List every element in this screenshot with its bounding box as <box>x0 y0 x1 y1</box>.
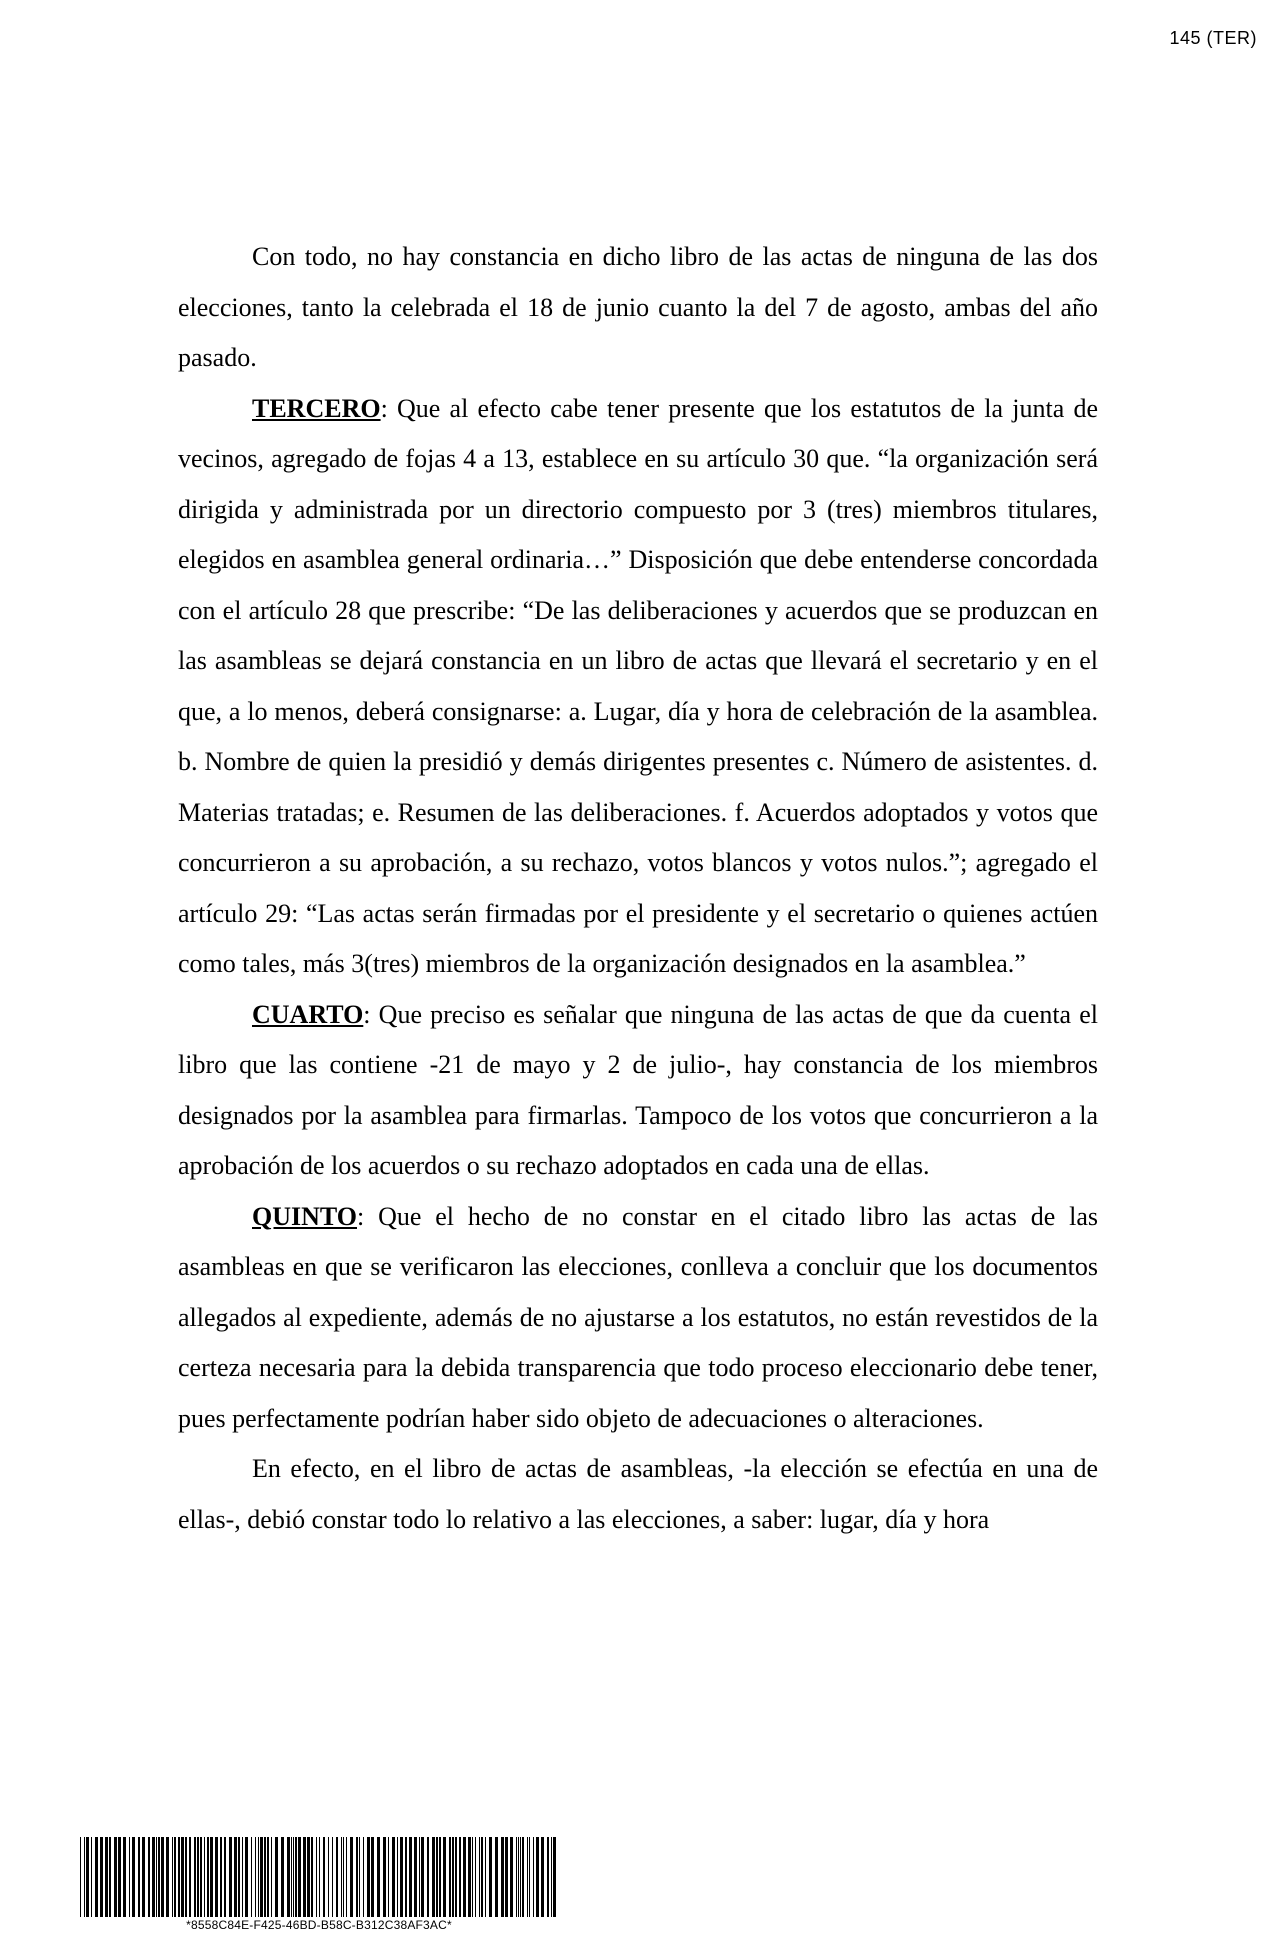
barcode-bar <box>414 1837 417 1917</box>
barcode-bar <box>323 1837 325 1917</box>
barcode-bar <box>377 1837 380 1917</box>
barcode-bar <box>172 1837 173 1917</box>
barcode-bar <box>129 1837 130 1917</box>
barcode-bar <box>132 1837 135 1917</box>
barcode-bar <box>341 1837 342 1917</box>
barcode-bar <box>303 1837 306 1917</box>
barcode-bar <box>224 1837 226 1917</box>
barcode-image <box>80 1837 558 1917</box>
barcode-bar <box>267 1837 269 1917</box>
barcode-bar <box>200 1837 202 1917</box>
barcode-bar <box>388 1837 389 1917</box>
barcode-bar <box>350 1837 353 1917</box>
barcode-bar <box>481 1837 483 1917</box>
barcode-bar <box>287 1837 290 1917</box>
barcode-bar <box>547 1837 549 1917</box>
barcode-bar <box>275 1837 278 1917</box>
barcode-bar <box>307 1837 310 1917</box>
barcode-bar <box>166 1837 169 1917</box>
barcode-bar <box>156 1837 157 1917</box>
barcode-bar <box>516 1837 517 1917</box>
paragraph-cuarto <box>178 990 1098 1192</box>
barcode-bar <box>260 1837 263 1917</box>
barcode-bar <box>86 1837 89 1917</box>
barcode-bar <box>489 1837 492 1917</box>
section-heading-quinto: QUINTO <box>252 1201 357 1231</box>
barcode-bar <box>148 1837 150 1917</box>
barcode-bar <box>152 1837 155 1917</box>
barcode-bar <box>220 1837 222 1917</box>
paragraph-text: Que el hecho de no constar en el citado libro las actas de las asambleas en que se verificaron las elecciones, conlleva a concluir que los documentos allegados al expediente, además de no ajustarse a los estatutos, no están revestidos de la certeza necesaria para la debida transparencia que todo proceso eleccionario debe tener, pues perfectamente podrían haber sido objeto de adecuaciones o alteraciones. <box>178 1201 1098 1433</box>
barcode-bar <box>421 1837 424 1917</box>
barcode-bar <box>207 1837 209 1917</box>
barcode-bar <box>80 1837 81 1917</box>
barcode-bar <box>536 1837 539 1917</box>
barcode-bar <box>84 1837 85 1917</box>
barcode-bar <box>109 1837 111 1917</box>
barcode-bar <box>356 1837 358 1917</box>
barcode-bar <box>419 1837 420 1917</box>
barcode-bar <box>551 1837 552 1917</box>
barcode-bar <box>449 1837 451 1917</box>
barcode-bar <box>343 1837 344 1917</box>
barcode-bar <box>264 1837 266 1917</box>
barcode-bar <box>142 1837 145 1917</box>
barcode-bar <box>452 1837 454 1917</box>
barcode-bar <box>409 1837 412 1917</box>
heading-separator: : <box>363 999 371 1029</box>
barcode-bar <box>242 1837 243 1917</box>
barcode-bar <box>427 1837 429 1917</box>
barcode-bar <box>251 1837 252 1917</box>
barcode-bar <box>529 1837 530 1917</box>
barcode-bar <box>138 1837 140 1917</box>
barcode-bar <box>245 1837 248 1917</box>
barcode-bar <box>397 1837 398 1917</box>
barcode-bar <box>553 1837 556 1917</box>
barcode-bar <box>363 1837 364 1917</box>
barcode-bar <box>518 1837 519 1917</box>
barcode-bar <box>520 1837 521 1917</box>
barcode-bar <box>194 1837 196 1917</box>
paragraph-en-efecto <box>178 1444 1098 1545</box>
barcode-bar <box>472 1837 473 1917</box>
barcode-bar <box>400 1837 403 1917</box>
paragraph-text: Que al efecto cabe tener presente que los estatutos de la junta de vecinos, agregado de fojas 4 a 13, establece en su artículo 30 que. “la organización será dirigida y administrada por un directorio compuesto por 3 (tres) miembros titulares, elegidos en asamblea general ordinaria…” Disposición que debe entenderse concordada con el artículo 28 que prescribe: “De las deliberaciones y acuerdos que se produzcan en las asambleas se dejará constancia en un libro de actas que llevará el secretario y en el que, a lo menos, deberá consignarse: a. Lugar, día y hora de celebración de la asamblea. b. Nombre de quien la presidió y demás dirigentes presentes c. Número de asistentes. d. Materias tratadas; e. Resumen de las deliberaciones. f. Acuerdos adoptados y votos que concurrieron a su aprobación, a su rechazo, votos blancos y votos nulos.”; agregado el artículo 29: “Las actas serán firmadas por el presidente y el secretario o quienes actúen como tales, más 3(tres) miembros de la organización designados en la asamblea.” <box>178 393 1098 978</box>
barcode-bar <box>495 1837 498 1917</box>
barcode-bar <box>181 1837 184 1917</box>
barcode-bar <box>527 1837 528 1917</box>
barcode-bar <box>505 1837 508 1917</box>
barcode-block <box>80 1837 558 1932</box>
barcode-bar <box>118 1837 121 1917</box>
barcode-bar <box>291 1837 292 1917</box>
barcode-bar <box>255 1837 256 1917</box>
barcode-bar <box>405 1837 407 1917</box>
barcode-bar <box>432 1837 435 1917</box>
barcode-bar <box>123 1837 126 1917</box>
barcode-bar <box>359 1837 360 1917</box>
document-body <box>178 232 1098 1545</box>
paragraph-intro <box>178 232 1098 384</box>
section-heading-tercero: TERCERO <box>252 393 381 423</box>
barcode-bar <box>328 1837 329 1917</box>
barcode-bar <box>281 1837 284 1917</box>
barcode-bar <box>479 1837 480 1917</box>
barcode-bar <box>100 1837 103 1917</box>
barcode-bar <box>161 1837 164 1917</box>
barcode-bar <box>455 1837 457 1917</box>
barcode-bar <box>468 1837 471 1917</box>
barcode-bar <box>332 1837 333 1917</box>
barcode-bar <box>215 1837 218 1917</box>
barcode-bar <box>204 1837 205 1917</box>
paragraph-text: En efecto, en el libro de actas de asambleas, -la elección se efectúa en una de ellas-, debió constar todo lo relativo a las elecciones, a saber: lugar, día y hora <box>178 1454 1098 1534</box>
barcode-bar <box>485 1837 486 1917</box>
barcode-bar <box>522 1837 524 1917</box>
barcode-bar <box>197 1837 199 1917</box>
barcode-bar <box>392 1837 395 1917</box>
barcode-bar <box>311 1837 313 1917</box>
barcode-bar <box>463 1837 466 1917</box>
heading-separator: : <box>380 393 388 423</box>
barcode-bar <box>371 1837 374 1917</box>
barcode-bar <box>367 1837 370 1917</box>
barcode-bar <box>383 1837 386 1917</box>
barcode-bar <box>316 1837 317 1917</box>
barcode-bar <box>436 1837 438 1917</box>
barcode-bar <box>229 1837 232 1917</box>
paragraph-quinto <box>178 1192 1098 1445</box>
barcode-bar <box>459 1837 461 1917</box>
section-heading-cuarto: CUARTO <box>252 999 364 1029</box>
barcode-bar <box>185 1837 187 1917</box>
barcode-bar <box>258 1837 259 1917</box>
barcode-bar <box>91 1837 92 1917</box>
barcode-bar <box>475 1837 476 1917</box>
barcode-bar <box>293 1837 294 1917</box>
barcode-bar <box>298 1837 301 1917</box>
paragraph-text: Con todo, no hay constancia en dicho libro de las actas de ninguna de las dos elecciones, tanto la celebrada el 18 de junio cuanto la del 7 de agosto, ambas del año pasado. <box>178 242 1098 372</box>
barcode-bar <box>443 1837 446 1917</box>
barcode-bar <box>189 1837 191 1917</box>
barcode-bar <box>319 1837 320 1917</box>
barcode-bar <box>234 1837 237 1917</box>
barcode-bar <box>238 1837 240 1917</box>
barcode-bar <box>346 1837 347 1917</box>
barcode-bar <box>105 1837 108 1917</box>
barcode-bar <box>114 1837 117 1917</box>
barcode-bar <box>533 1837 534 1917</box>
barcode-bar <box>295 1837 297 1917</box>
barcode-bar <box>178 1837 180 1917</box>
barcode-bar <box>174 1837 176 1917</box>
paragraph-tercero <box>178 384 1098 990</box>
barcode-bar <box>541 1837 544 1917</box>
barcode-bar <box>439 1837 441 1917</box>
paragraph-text: Que preciso es señalar que ninguna de las actas de que da cuenta el libro que las contiene -21 de mayo y 2 de julio-, hay constancia de los miembros designados por la asamblea para firmarlas. Tampoco de los votos que concurrieron a la aprobación de los acuerdos o su rechazo adoptados en cada una de ellas. <box>178 999 1098 1180</box>
page-number: 145 (TER) <box>1169 28 1257 48</box>
barcode-bar <box>158 1837 160 1917</box>
barcode-bar <box>501 1837 504 1917</box>
heading-separator: : <box>357 1201 365 1231</box>
barcode-bar <box>336 1837 338 1917</box>
barcode-bar <box>210 1837 213 1917</box>
barcode-caption: *8558C84E-F425-46BD-B58C-B312C38AF3AC* <box>186 1918 452 1932</box>
barcode-bar <box>271 1837 272 1917</box>
barcode-bar <box>95 1837 98 1917</box>
barcode-bar <box>510 1837 513 1917</box>
